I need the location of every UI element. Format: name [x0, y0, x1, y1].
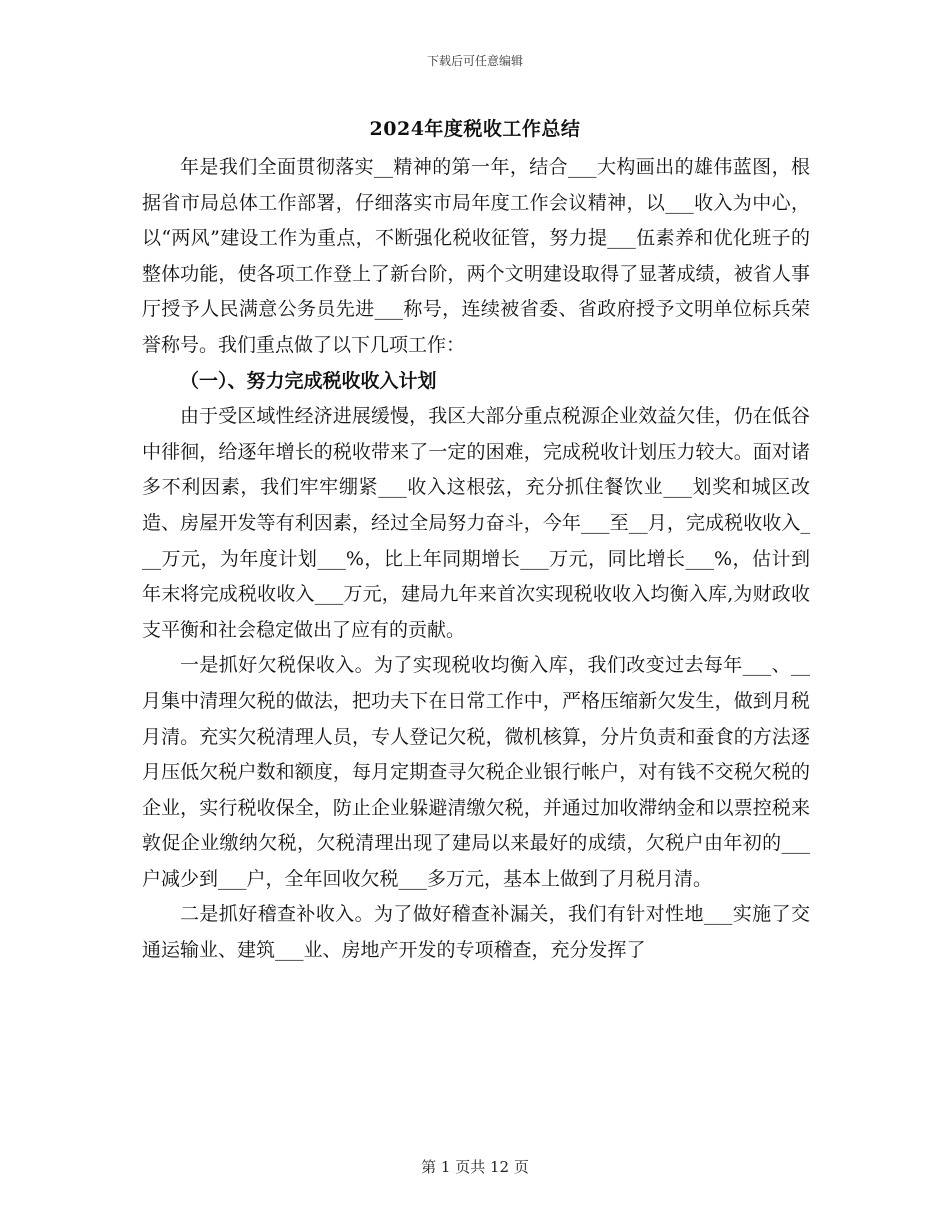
paragraph-arrears: 一是抓好欠税保收入。为了实现税收均衡入库，我们改变过去每年___、__月集中清理欠税的做法，把功夫下在日常工作中，严格压缩新欠发生，做到月税月清。充实欠税清理人员，专人登记欠税，微机核算，分片负责和蚕食的方法逐月压低欠税户数和额度，每月定期查寻欠税企业银行帐户，对有钱不交税欠税的企业，实行税收保全，防止企业躲避清缴欠税，并通过加收滞纳金和以票控税来敦促企业缴纳欠税，欠税清理出现了建局以来最好的成绩，欠税户由年初的___户减少到___户，全年回收欠税___多万元，基本上做到了月税月清。	[142, 654, 810, 890]
paragraph-revenue: 由于受区域性经济进展缓慢，我区大部分重点税源企业效益欠佳，仍在低谷中徘徊，给逐年增长的税收带来了一定的困难，完成税收计划压力较大。面对诸多不利因素，我们牢牢绷紧___收入这根弦，充分抓住餐饮业___划奖和城区改造、房屋开发等有利因素，经过全局努力奋斗，今年___至__月，完成税收收入___万元，为年度计划___%，比上年同期增长___万元，同比增长___%，估计到年末将完成税收收入___万元，建局九年来首次实现税收收入均衡入库,为财政收支平衡和社会稳定做出了应有的贡献。	[142, 405, 810, 641]
document-title: 2024年度税收工作总结	[369, 118, 581, 140]
paragraph-audit: 二是抓好稽查补收入。为了做好稽查补漏关，我们有针对性地___实施了交通运输业、建筑___业、房地产开发的专项稽查，充分发挥了	[142, 903, 810, 962]
page-number-footer: 第 1 页共 12 页	[421, 1158, 529, 1176]
page-header-note: 下载后可任意编辑	[426, 54, 523, 68]
document-body	[142, 150, 810, 969]
paragraph-intro: 年是我们全面贯彻落实__精神的第一年，结合___大构画出的雄伟蓝图，根据省市局总体工作部署，仔细落实市局年度工作会议精神，以___收入为中心，以“两风”建设工作为重点，不断强化税收征管，努力提___伍素养和优化班子的整体功能，使各项工作登上了新台阶，两个文明建设取得了显著成绩，被省人事厅授予人民满意公务员先进___称号，连续被省委、省政府授予文明单位标兵荣誉称号。我们重点做了以下几项工作：	[142, 156, 810, 356]
section-heading: （一）、努力完成税收收入计划	[180, 369, 437, 392]
